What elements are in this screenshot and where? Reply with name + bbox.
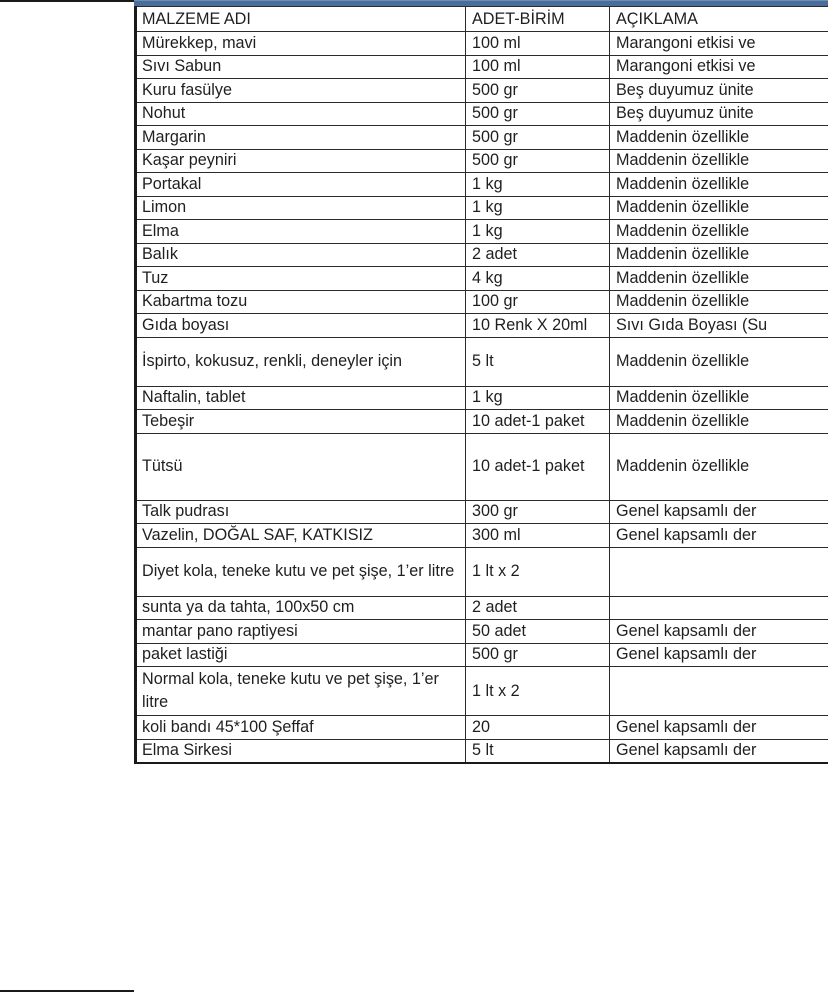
cell-material-name: Elma Sirkesi bbox=[136, 739, 466, 763]
table-row bbox=[136, 433, 828, 500]
cell-description: Sıvı Gıda Boyası (Su bbox=[610, 314, 828, 338]
table-row bbox=[136, 173, 828, 197]
table-row bbox=[136, 716, 828, 740]
table-row bbox=[136, 410, 828, 434]
cell-description: Maddenin özellikle bbox=[610, 290, 828, 314]
table-row bbox=[136, 220, 828, 244]
cell-description: Maddenin özellikle bbox=[610, 196, 828, 220]
cell-material-name: Tuz bbox=[136, 267, 466, 291]
cell-quantity-unit: 1 kg bbox=[466, 386, 610, 410]
top-rule bbox=[0, 0, 134, 2]
cell-description: Genel kapsamlı der bbox=[610, 620, 828, 644]
cell-material-name: Balık bbox=[136, 243, 466, 267]
cell-quantity-unit: 500 gr bbox=[466, 102, 610, 126]
cell-quantity-unit: 4 kg bbox=[466, 267, 610, 291]
cell-description: Maddenin özellikle bbox=[610, 337, 828, 386]
cell-material-name: Kabartma tozu bbox=[136, 290, 466, 314]
cell-quantity-unit: 1 kg bbox=[466, 220, 610, 244]
cell-material-name: Mürekkep, mavi bbox=[136, 32, 466, 56]
cell-material-name: Naftalin, tablet bbox=[136, 386, 466, 410]
cell-material-name: Nohut bbox=[136, 102, 466, 126]
table-row bbox=[136, 667, 828, 716]
cell-description: Marangoni etkisi ve bbox=[610, 55, 828, 79]
cell-description: Maddenin özellikle bbox=[610, 173, 828, 197]
cell-description: Maddenin özellikle bbox=[610, 433, 828, 500]
cell-material-name: Talk pudrası bbox=[136, 500, 466, 524]
cell-quantity-unit: 10 adet-1 paket bbox=[466, 433, 610, 500]
table-row bbox=[136, 32, 828, 56]
table-row bbox=[136, 620, 828, 644]
table-row bbox=[136, 149, 828, 173]
cell-quantity-unit: 300 gr bbox=[466, 500, 610, 524]
cell-material-name: Tebeşir bbox=[136, 410, 466, 434]
cell-quantity-unit: 5 lt bbox=[466, 337, 610, 386]
materials-table-container bbox=[134, 0, 828, 996]
cell-description: Maddenin özellikle bbox=[610, 386, 828, 410]
table-row bbox=[136, 524, 828, 548]
cell-description: Maddenin özellikle bbox=[610, 410, 828, 434]
cell-quantity-unit: 5 lt bbox=[466, 739, 610, 763]
cell-material-name: İspirto, kokusuz, renkli, deneyler için bbox=[136, 337, 466, 386]
table-row bbox=[136, 500, 828, 524]
left-margin bbox=[0, 0, 134, 996]
cell-material-name: Margarin bbox=[136, 126, 466, 150]
cell-quantity-unit: 50 adet bbox=[466, 620, 610, 644]
cell-material-name: Sıvı Sabun bbox=[136, 55, 466, 79]
cell-description: Genel kapsamlı der bbox=[610, 739, 828, 763]
cell-material-name: Kuru fasülye bbox=[136, 79, 466, 103]
cell-quantity-unit: 500 gr bbox=[466, 79, 610, 103]
table-row bbox=[136, 102, 828, 126]
cell-description: Genel kapsamlı der bbox=[610, 716, 828, 740]
cell-material-name: Vazelin, DOĞAL SAF, KATKISIZ bbox=[136, 524, 466, 548]
table-row bbox=[136, 243, 828, 267]
cell-quantity-unit: 2 adet bbox=[466, 243, 610, 267]
cell-quantity-unit: 2 adet bbox=[466, 596, 610, 620]
cell-description: Genel kapsamlı der bbox=[610, 500, 828, 524]
cell-material-name: Tütsü bbox=[136, 433, 466, 500]
table-row bbox=[136, 314, 828, 338]
cell-description: Maddenin özellikle bbox=[610, 267, 828, 291]
cell-material-name: Normal kola, teneke kutu ve pet şişe, 1’er litre bbox=[136, 667, 466, 716]
table-row bbox=[136, 596, 828, 620]
cell-description: Beş duyumuz ünite bbox=[610, 102, 828, 126]
cell-quantity-unit: 10 Renk X 20ml bbox=[466, 314, 610, 338]
header-quantity-unit: ADET-BİRİM bbox=[466, 7, 610, 32]
table-row bbox=[136, 547, 828, 596]
cell-quantity-unit: 300 ml bbox=[466, 524, 610, 548]
table-row bbox=[136, 643, 828, 667]
cell-material-name: Limon bbox=[136, 196, 466, 220]
table-row bbox=[136, 79, 828, 103]
cell-description: Maddenin özellikle bbox=[610, 243, 828, 267]
table-row bbox=[136, 55, 828, 79]
cell-quantity-unit: 100 ml bbox=[466, 55, 610, 79]
cell-material-name: Elma bbox=[136, 220, 466, 244]
table-row bbox=[136, 337, 828, 386]
cell-quantity-unit: 100 ml bbox=[466, 32, 610, 56]
table-row bbox=[136, 196, 828, 220]
cell-quantity-unit: 10 adet-1 paket bbox=[466, 410, 610, 434]
header-row bbox=[136, 7, 828, 32]
cell-quantity-unit: 1 kg bbox=[466, 196, 610, 220]
cell-material-name: sunta ya da tahta, 100x50 cm bbox=[136, 596, 466, 620]
cell-material-name: Portakal bbox=[136, 173, 466, 197]
cell-quantity-unit: 1 lt x 2 bbox=[466, 667, 610, 716]
cell-description bbox=[610, 547, 828, 596]
cell-quantity-unit: 500 gr bbox=[466, 149, 610, 173]
cell-material-name: Kaşar peyniri bbox=[136, 149, 466, 173]
cell-description: Maddenin özellikle bbox=[610, 149, 828, 173]
cell-quantity-unit: 500 gr bbox=[466, 643, 610, 667]
cell-description: Genel kapsamlı der bbox=[610, 643, 828, 667]
cell-description bbox=[610, 596, 828, 620]
cell-description: Beş duyumuz ünite bbox=[610, 79, 828, 103]
cell-material-name: koli bandı 45*100 Şeffaf bbox=[136, 716, 466, 740]
cell-material-name: Gıda boyası bbox=[136, 314, 466, 338]
cell-quantity-unit: 1 kg bbox=[466, 173, 610, 197]
cell-material-name: mantar pano raptiyesi bbox=[136, 620, 466, 644]
cell-description bbox=[610, 667, 828, 716]
table-row bbox=[136, 290, 828, 314]
table-row bbox=[136, 126, 828, 150]
cell-description: Maddenin özellikle bbox=[610, 126, 828, 150]
cell-description: Marangoni etkisi ve bbox=[610, 32, 828, 56]
bottom-rule bbox=[0, 990, 134, 992]
cell-quantity-unit: 20 bbox=[466, 716, 610, 740]
table-row bbox=[136, 267, 828, 291]
cell-quantity-unit: 1 lt x 2 bbox=[466, 547, 610, 596]
materials-table bbox=[134, 6, 828, 764]
cell-description: Maddenin özellikle bbox=[610, 220, 828, 244]
cell-material-name: Diyet kola, teneke kutu ve pet şişe, 1’er litre bbox=[136, 547, 466, 596]
cell-quantity-unit: 100 gr bbox=[466, 290, 610, 314]
cell-material-name: paket lastiği bbox=[136, 643, 466, 667]
header-description: AÇIKLAMA bbox=[610, 7, 828, 32]
table-row bbox=[136, 386, 828, 410]
header-material-name: MALZEME ADI bbox=[136, 7, 466, 32]
cell-description: Genel kapsamlı der bbox=[610, 524, 828, 548]
table-row bbox=[136, 739, 828, 763]
cell-quantity-unit: 500 gr bbox=[466, 126, 610, 150]
